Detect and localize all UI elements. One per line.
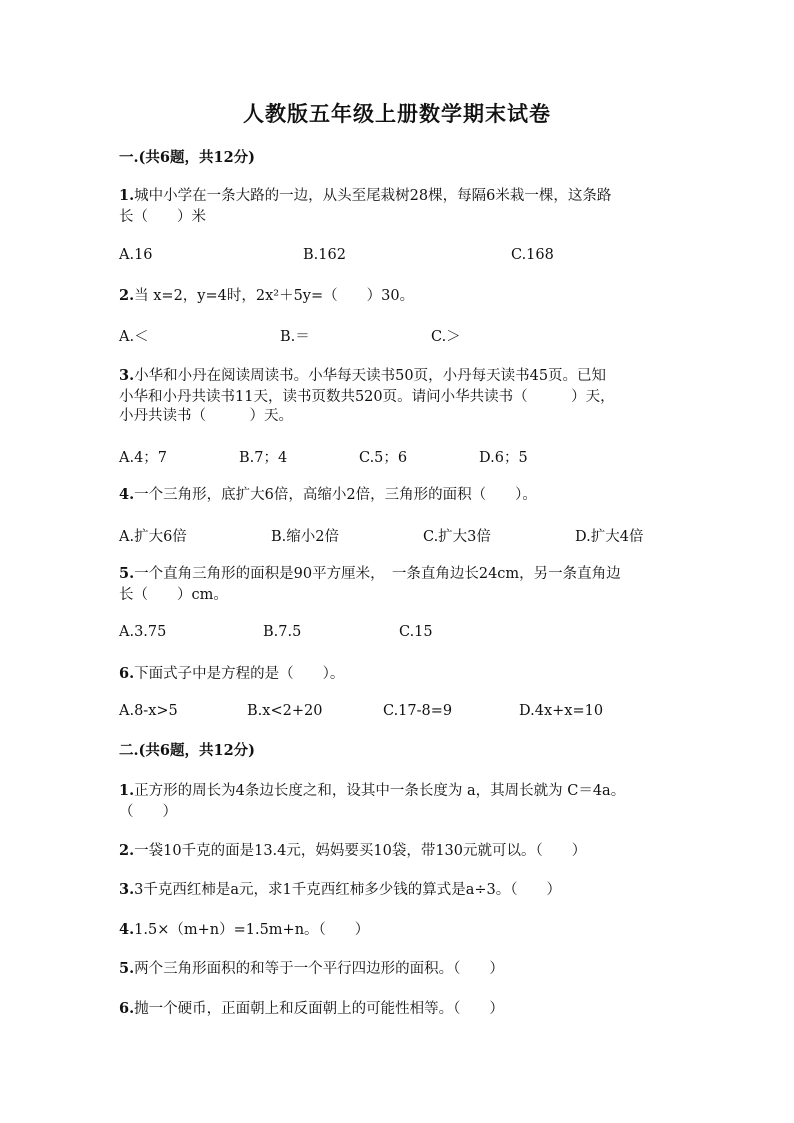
option-d[interactable]: D.扩大4倍 <box>575 529 644 545</box>
question-number: 5. <box>119 960 135 977</box>
s1-q3-line-3: 小丹共读书（ ）天。 <box>119 408 293 424</box>
option-c[interactable]: C.5；6 <box>359 450 408 466</box>
option-c[interactable]: C.17-8=9 <box>383 703 453 719</box>
option-a[interactable]: A.扩大6倍 <box>119 529 187 545</box>
question-number: 3. <box>119 881 135 898</box>
s1-q3-options <box>119 446 699 466</box>
question-number: 6. <box>119 1000 135 1017</box>
page-title: 人教版五年级上册数学期末试卷 <box>243 101 551 126</box>
option-a[interactable]: A.4；7 <box>119 450 168 466</box>
option-b[interactable]: B.7；4 <box>239 450 288 466</box>
s2-q1-line-2[interactable]: （ ） <box>119 804 177 820</box>
s1-q3-line-2: 小华和小丹共读书11天，读书页数共520页。请问小华共读书（ ）天， <box>119 389 615 405</box>
option-a[interactable]: A.16 <box>119 247 153 263</box>
question-text: 3千克西红柿是a元，求1千克西红柿多少钱的算式是a÷3。（ ） <box>134 882 562 898</box>
question-text: 1.5×（m+n）=1.5m+n。（ ） <box>134 922 370 938</box>
s2-q2-line-1 <box>119 841 679 861</box>
option-c[interactable]: C.15 <box>399 624 433 640</box>
question-text: 抛一个硬币，正面朝上和反面朝上的可能性相等。（ ） <box>134 1001 504 1017</box>
s1-q1-options <box>119 247 699 267</box>
s2-q6-line-1 <box>119 999 679 1019</box>
question-text: 两个三角形面积的和等于一个平行四边形的面积。（ ） <box>134 961 504 977</box>
option-b[interactable]: B.162 <box>303 247 346 263</box>
s1-q2-line-1 <box>119 286 679 306</box>
option-b[interactable]: B.x<2+20 <box>247 703 323 719</box>
option-a[interactable]: A.8-x>5 <box>119 703 178 719</box>
option-a[interactable]: A.＜ <box>119 329 149 345</box>
question-text: 当 x=2，y=4时，2x²＋5y=（ ）30。 <box>134 288 415 304</box>
question-number: 2. <box>119 287 135 304</box>
s2-q4-line-1 <box>119 920 679 940</box>
option-b[interactable]: B.缩小2倍 <box>271 529 339 545</box>
question-text: 一个直角三角形的面积是90平方厘米， 一条直角边长24cm，另一条直角边 <box>134 566 621 582</box>
s1-q5-line-2: 长（ ）cm。 <box>119 587 228 603</box>
option-a[interactable]: A.3.75 <box>119 624 167 640</box>
option-b[interactable]: B.＝ <box>280 329 310 345</box>
s1-q1-line-2: 长（ ）米 <box>119 209 206 225</box>
question-text: 小华和小丹在阅读周读书。小华每天读书50页，小丹每天读书45页。已知 <box>134 368 607 384</box>
s2-q3-line-1 <box>119 880 679 900</box>
question-number: 1. <box>119 782 135 799</box>
section-2-heading: 二.(共6题，共12分) <box>119 742 256 759</box>
option-c[interactable]: C.168 <box>511 247 554 263</box>
question-text: 一个三角形，底扩大6倍，高缩小2倍，三角形的面积（ ）。 <box>134 487 537 503</box>
option-c[interactable]: C.＞ <box>431 329 461 345</box>
question-text: 正方形的周长为4条边长度之和，设其中一条长度为 a，其周长就为 C＝4a。 <box>134 783 626 799</box>
question-number: 6. <box>119 665 135 682</box>
section-1-heading: 一.(共6题，共12分) <box>119 149 256 166</box>
s1-q5-line-1 <box>119 564 679 584</box>
s1-q4-line-1 <box>119 485 679 505</box>
option-b[interactable]: B.7.5 <box>263 624 302 640</box>
question-number: 1. <box>119 187 135 204</box>
s1-q6-options <box>119 703 699 723</box>
option-d[interactable]: D.4x+x=10 <box>519 703 604 719</box>
option-d[interactable]: D.6；5 <box>479 450 528 466</box>
question-number: 4. <box>119 921 135 938</box>
question-number: 4. <box>119 486 135 503</box>
question-number: 2. <box>119 842 135 859</box>
option-c[interactable]: C.扩大3倍 <box>423 529 491 545</box>
s2-q1-line-1 <box>119 781 679 801</box>
s1-q5-options <box>119 624 699 644</box>
s1-q1-line-1 <box>119 186 679 206</box>
s1-q4-options <box>119 525 699 545</box>
s1-q2-options <box>119 325 699 345</box>
s1-q6-line-1 <box>119 664 679 684</box>
question-number: 5. <box>119 565 135 582</box>
question-number: 3. <box>119 367 135 384</box>
s2-q5-line-1 <box>119 959 679 979</box>
question-text: 下面式子中是方程的是（ ）。 <box>134 666 345 682</box>
question-text: 一袋10千克的面是13.4元，妈妈要买10袋，带130元就可以。（ ） <box>134 843 587 859</box>
s1-q3-line-1 <box>119 366 679 386</box>
question-text: 城中小学在一条大路的一边，从头至尾栽树28棵，每隔6米栽一棵，这条路 <box>134 188 612 204</box>
